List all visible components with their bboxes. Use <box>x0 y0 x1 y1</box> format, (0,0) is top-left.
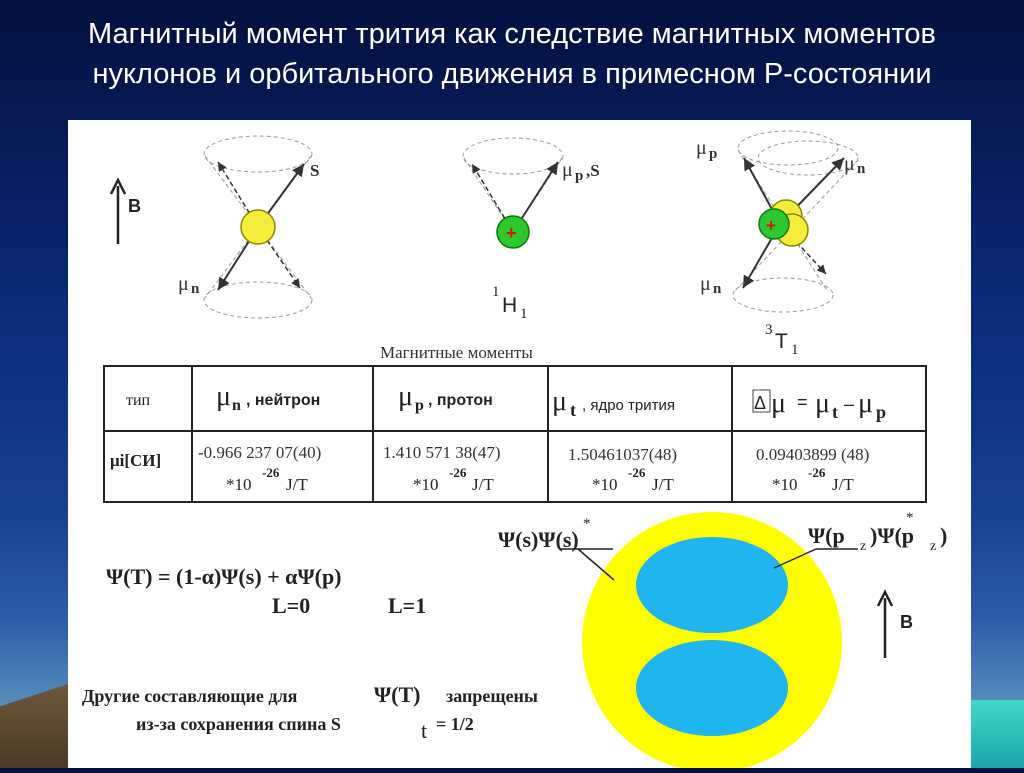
hydrogen-charge: 1 <box>520 306 528 322</box>
header-neutron-sub: n <box>232 397 241 414</box>
note-line1-b: запрещены <box>446 686 538 706</box>
physics-figure <box>68 120 971 768</box>
note-line1-a: Другие составляющие для <box>82 686 298 706</box>
tritium-mu-n2-label: μ <box>700 273 711 295</box>
value-proton: 1.410 571 38(47) <box>383 443 501 462</box>
unit-neutron <box>226 465 308 494</box>
p-label-b: )Ψ(p <box>870 523 915 548</box>
header-proton-sub: p <box>415 397 424 414</box>
unit-suffix-2: J/T <box>472 475 494 494</box>
p-orbital-upper <box>636 537 788 633</box>
unit-suffix-4: J/T <box>832 475 854 494</box>
header-delta-sub-p: p <box>876 402 887 422</box>
neutron-mu-label: μ <box>178 273 189 295</box>
hydrogen-symbol: H <box>502 294 518 317</box>
tritium-mu-p-sub: p <box>709 146 718 162</box>
header-proton-text: , протон <box>428 392 493 409</box>
tritium-mu-n2-sub: n <box>713 281 722 297</box>
p-orbital-lower <box>636 640 788 736</box>
row-label: μi[СИ] <box>110 451 162 470</box>
tritium-diagram <box>696 131 866 358</box>
header-delta: Δ <box>754 393 767 413</box>
header-delta-mu: μ <box>771 388 787 419</box>
header-neutron-mu: μ <box>216 381 232 412</box>
unit-exp-3: -26 <box>628 465 646 480</box>
p-orbital-label <box>808 510 947 554</box>
p-sub-b: z <box>930 539 937 554</box>
unit-suffix-3: J/T <box>652 475 674 494</box>
tritium-mu-n-label: μ <box>844 153 855 175</box>
equation-l1: L=1 <box>388 593 427 618</box>
tritium-symbol: T <box>775 330 788 353</box>
header-proton-mu: μ <box>398 381 414 412</box>
header-delta-mu-t: μ <box>815 388 831 419</box>
unit-prefix-4: *10 <box>772 475 798 494</box>
background-sea <box>970 700 1024 768</box>
equation-l0: L=0 <box>272 593 311 618</box>
unit-suffix-1: J/T <box>286 475 308 494</box>
p-label-a: Ψ(p <box>808 523 845 548</box>
header-neutron-text: , нейтрон <box>246 392 321 409</box>
b-field-arrow-top <box>111 180 141 244</box>
unit-exp-1: -26 <box>262 465 280 480</box>
unit-prefix-3: *10 <box>592 475 618 494</box>
hydrogen-diagram <box>463 138 600 322</box>
p-sub-a: z <box>860 539 867 554</box>
tritium-charge: 1 <box>791 342 799 358</box>
tritium-mass: 3 <box>765 322 773 338</box>
title-line-2: нуклонов и орбитального движения в примесном Р-состоянии <box>92 58 932 90</box>
note-line2-b: = 1/2 <box>436 714 474 734</box>
tritium-mu-n-sub: n <box>857 161 866 177</box>
unit-proton <box>413 465 494 494</box>
b-label-bottom: B <box>900 612 913 632</box>
header-minus: – <box>844 394 855 414</box>
value-triton: 1.50461037(48) <box>568 445 678 464</box>
p-star: * <box>906 510 914 526</box>
note-line2-a: из-за сохранения спина S <box>136 714 341 734</box>
spin-note <box>82 682 538 743</box>
unit-delta <box>772 465 854 494</box>
p-close: ) <box>940 523 948 548</box>
title-line-1: Магнитный момент трития как следствие магнитных моментов <box>88 18 936 50</box>
proton-plus: + <box>506 223 517 243</box>
magnetic-moments-table <box>104 366 926 502</box>
slide-title <box>0 14 1024 94</box>
note-line2-sub: t <box>421 718 428 743</box>
header-triton-sub: t <box>570 400 576 420</box>
hydrogen-mass: 1 <box>492 284 500 300</box>
b-field-arrow-bottom <box>878 592 913 658</box>
unit-prefix-1: *10 <box>226 475 252 494</box>
unit-exp-4: -26 <box>808 465 826 480</box>
equation-lhs: Ψ(T) = (1-α)Ψ(s) + αΨ(p) <box>106 564 342 589</box>
header-triton-text: , ядро трития <box>582 397 676 414</box>
neutron-mu-sub: n <box>191 281 200 297</box>
tritium-plus: + <box>766 216 776 235</box>
table-caption: Магнитные моменты <box>380 343 533 362</box>
hydrogen-mu-label: μ <box>562 159 573 181</box>
unit-exp-2: -26 <box>449 465 467 480</box>
value-neutron: -0.966 237 07(40) <box>198 443 322 462</box>
wavefunction-equation <box>106 564 426 618</box>
header-equals: = <box>797 392 808 412</box>
s-orbital-label: Ψ(s)Ψ(s) <box>498 527 579 552</box>
header-delta-sub-t: t <box>832 402 838 422</box>
orbital-picture <box>498 510 947 768</box>
unit-prefix-2: *10 <box>413 475 439 494</box>
neutron-diagram <box>178 136 319 318</box>
note-line1-psi: Ψ(T) <box>374 682 421 707</box>
tritium-mu-p-label: μ <box>696 137 707 159</box>
b-label-top: B <box>128 196 141 216</box>
neutron-sphere <box>241 210 275 244</box>
s-orbital-star: * <box>583 516 591 532</box>
header-triton-mu: μ <box>552 386 568 417</box>
hydrogen-mu-sub: p <box>575 168 584 184</box>
table-header-type: тип <box>126 392 151 409</box>
neutron-spin-label: S <box>310 161 320 180</box>
unit-triton <box>592 465 674 494</box>
value-delta: 0.09403899 (48) <box>756 445 870 464</box>
figure-panel <box>68 120 971 768</box>
header-delta-mu-p: μ <box>858 388 874 419</box>
hydrogen-spin-label: ,S <box>586 161 600 180</box>
